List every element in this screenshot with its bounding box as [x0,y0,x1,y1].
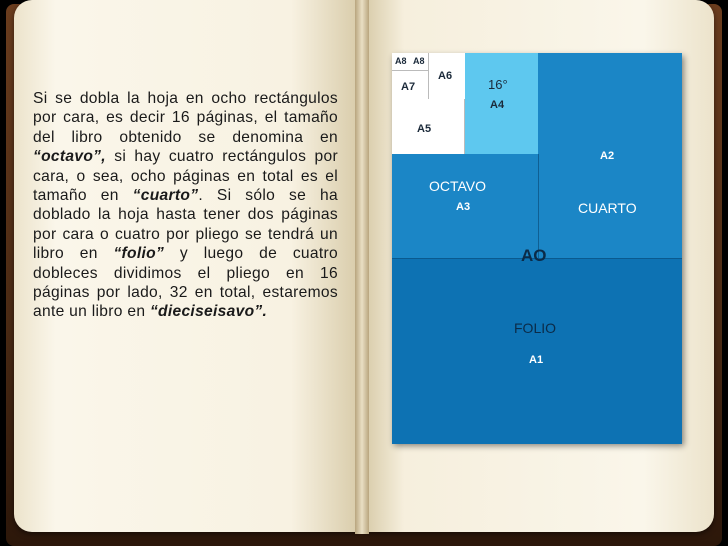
body-text: Si se dobla la hoja en ocho rectángulos por cara, es decir 16 páginas, el tamaño del libro obtenido se denomina en [33,90,338,146]
book-spine [355,0,369,534]
label-16-degree: 16° [488,77,508,92]
emphasis-text: “octavo”, [33,148,106,166]
label-a7: A7 [401,81,416,93]
label-a4: A4 [490,99,505,111]
label-a6: A6 [438,70,453,82]
emphasis-text: “cuarto” [132,187,199,205]
label-folio: FOLIO [514,320,557,336]
label-a5: A5 [417,123,432,135]
label-octavo: OCTAVO [429,178,487,194]
label-a0: AO [521,246,547,265]
paper-size-diagram [392,53,682,443]
left-page-paragraph [33,89,338,322]
label-a8-2: A8 [413,56,425,66]
label-a8-1: A8 [395,56,407,66]
body-text: . Si sólo se ha doblado la hoja hasta tener dos páginas por cara o cuatro por pliego se tendrá un libro en [33,187,339,263]
body-text: si hay cuatro rectángulos por cara, o sea, ocho páginas en total es el tamaño en [33,148,338,205]
label-a3: A3 [456,201,471,213]
label-a2: A2 [600,150,615,162]
sheet-a1 [392,258,682,444]
body-text: y luego de cuatro dobleces dividimos el pliego en 16 páginas por lado, 32 en total, estaremos ante un libro en [33,245,338,321]
emphasis-text: “folio” [113,245,165,263]
label-a1: A1 [529,354,544,366]
emphasis-text: “dieciseisavo”. [149,303,268,321]
label-cuarto: CUARTO [578,200,637,216]
